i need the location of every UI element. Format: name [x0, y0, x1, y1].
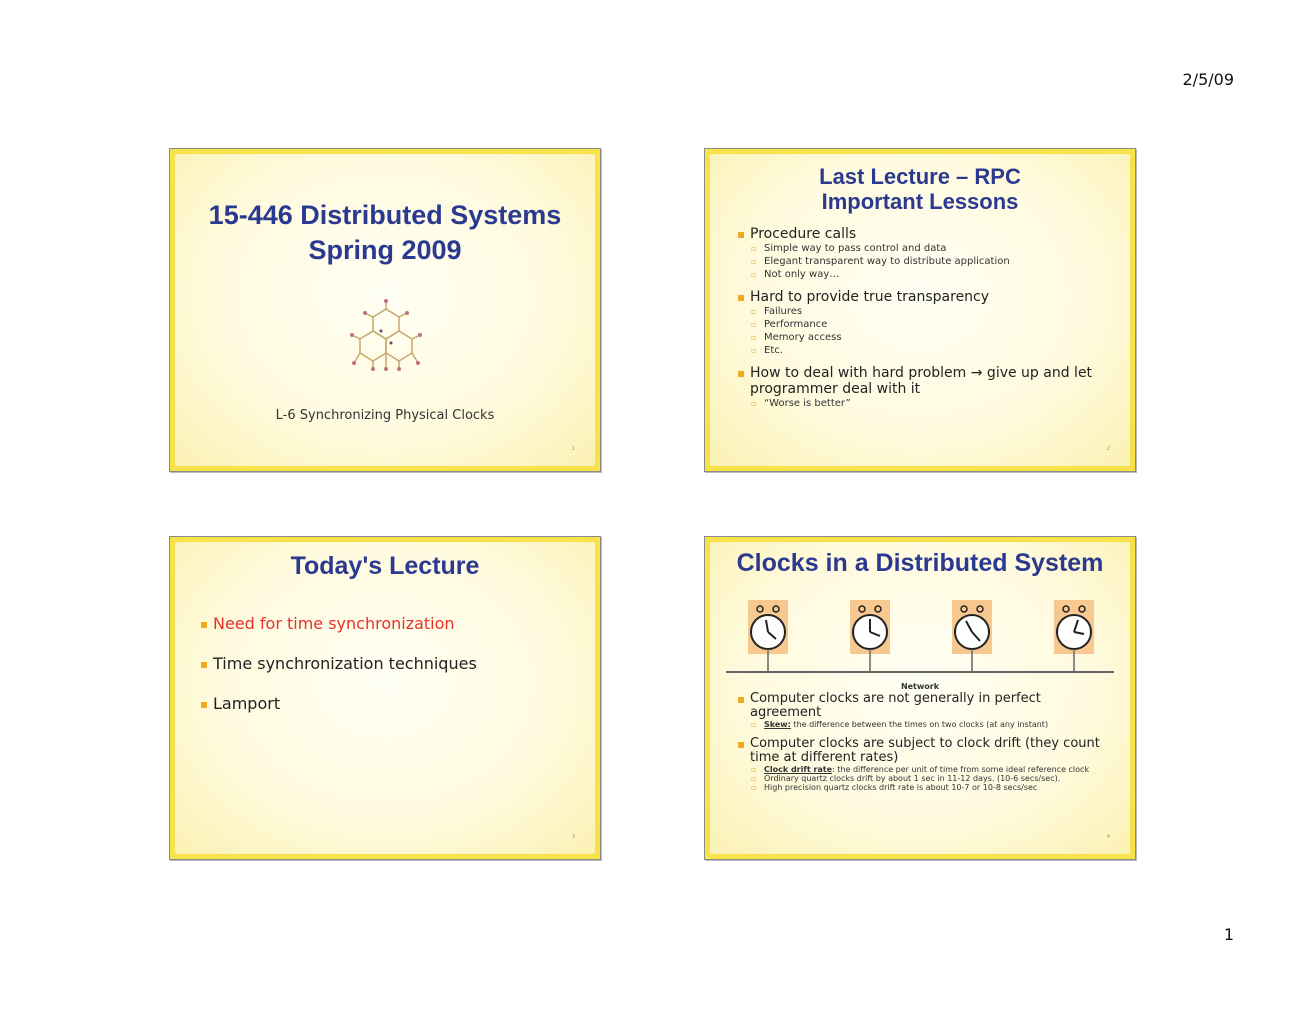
- slide-clocks: [704, 536, 1136, 860]
- slide-title-text: Clocks in a Distributed System: [736, 549, 1104, 577]
- sub-bullet-item: ▫ Not only way…: [750, 268, 1110, 281]
- bullet-item: [736, 737, 1112, 792]
- slide-number: 3: [571, 834, 575, 840]
- bullet-item: [736, 226, 1110, 281]
- network-label: Network: [900, 682, 940, 691]
- network-clocks-diagram: [726, 600, 1120, 684]
- slide-background: [175, 542, 595, 854]
- sub-bullet-item: ▫ “Worse is better”: [750, 397, 1110, 410]
- term-clock-drift-rate: Clock drift rate: [764, 765, 833, 774]
- slide-last-lecture: [704, 148, 1136, 472]
- bullet-item: [736, 365, 1110, 410]
- slide-title-text: [710, 164, 1130, 214]
- slide-number: 4: [1106, 834, 1110, 840]
- sub-bullet-list: [750, 765, 1112, 792]
- sub-bullet-text: the difference between the times on two clocks (at any instant): [790, 720, 1049, 729]
- slide-subtitle: L-6 Synchronizing Physical Clocks: [275, 408, 495, 423]
- bullet-item: [736, 289, 1110, 357]
- slide-title: [169, 148, 601, 472]
- sub-bullet-item: ▫ Simple way to pass control and data: [750, 242, 1110, 255]
- sub-bullet-item: ▫ Performance: [750, 318, 1110, 331]
- sub-bullet-list: [750, 305, 1110, 357]
- sub-bullet-item: ▫ Failures: [750, 305, 1110, 318]
- sub-bullet-list: [750, 397, 1110, 410]
- bullet-item-highlighted: ▪ Need for time synchronization: [199, 614, 477, 634]
- slide-number: 1: [571, 446, 575, 452]
- slide-title-text: Today's Lecture: [290, 552, 480, 580]
- bullet-item: ▪ Lamport: [199, 694, 477, 714]
- sub-bullet-list: [750, 720, 1112, 729]
- bullet-text: Hard to provide true transparency: [750, 289, 990, 305]
- slide-todays-lecture: [169, 536, 601, 860]
- slide-title-text: [175, 198, 595, 268]
- alarm-clock-icon: [952, 600, 992, 672]
- slide-background: [710, 154, 1130, 466]
- title-line-1: Last Lecture – RPC: [819, 164, 1021, 189]
- title-line-2: Spring 2009: [308, 235, 462, 265]
- page-date: 2/5/09: [1182, 70, 1234, 89]
- sub-bullet-item: ▫ High precision quartz clocks drift rate is about 10-7 or 10-8 secs/sec: [750, 783, 1112, 792]
- bullet-text: How to deal with hard problem → give up and let programmer deal with it: [750, 365, 1093, 397]
- alarm-clock-icon: [850, 600, 890, 672]
- sub-bullet-text: : the difference per unit of time from some ideal reference clock: [832, 765, 1090, 774]
- slide-background: [710, 542, 1130, 854]
- alarm-clock-icon: [748, 600, 788, 672]
- sub-bullet-item: ▫ Etc.: [750, 344, 1110, 357]
- sub-bullet-item: [750, 720, 1112, 729]
- bullet-text: Computer clocks are subject to clock drift (they count time at different rates): [750, 736, 1100, 765]
- bullet-text: Computer clocks are not generally in perfect agreement: [750, 691, 1041, 720]
- page-number: 1: [1223, 925, 1234, 944]
- molecule-logo-icon: [341, 297, 431, 377]
- bullet-item: [736, 692, 1112, 729]
- title-line-2: Important Lessons: [821, 189, 1019, 214]
- bullet-item: ▪ Time synchronization techniques: [199, 654, 477, 674]
- alarm-clock-icon: [1054, 600, 1094, 672]
- bullet-text: Procedure calls: [750, 226, 857, 242]
- sub-bullet-item: [750, 765, 1112, 774]
- bullet-list: [736, 226, 1110, 418]
- bullet-list: [736, 692, 1112, 800]
- sub-bullet-item: ▫ Elegant transparent way to distribute application: [750, 255, 1110, 268]
- slide-number: 2: [1106, 446, 1110, 452]
- slide-background: [175, 154, 595, 466]
- sub-bullet-item: ▫ Ordinary quartz clocks drift by about 1 sec in 11-12 days. (10-6 secs/sec).: [750, 774, 1112, 783]
- sub-bullet-item: ▫ Memory access: [750, 331, 1110, 344]
- bullet-list: [199, 614, 477, 734]
- title-line-1: 15-446 Distributed Systems: [208, 200, 562, 230]
- term-skew: Skew:: [764, 720, 791, 729]
- sub-bullet-list: [750, 242, 1110, 281]
